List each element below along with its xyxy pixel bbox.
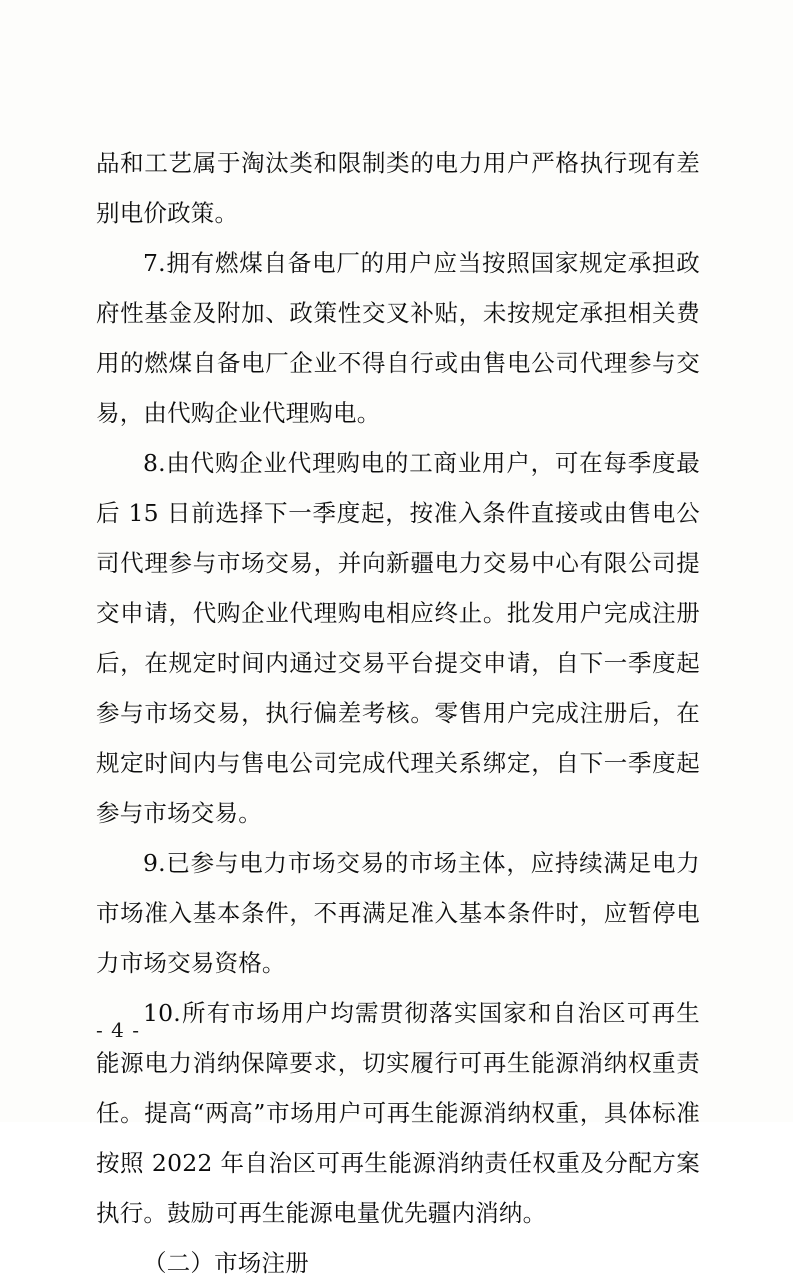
paragraph-item-10: 10.所有市场用户均需贯彻落实国家和自治区可再生能源电力消纳保障要求，切实履行可再生能源消纳权重责任。提高“两高”市场用户可再生能源消纳权重，具体标准按照 2022 年自治区可再生能源消纳责任权重及分配方案执行。鼓励可再生能源电量优先疆内消纳。 [96, 999, 700, 1227]
page-number: - 4 - [96, 1018, 140, 1042]
section-heading-market-registration: （二）市场注册 [143, 1249, 309, 1277]
document-body [96, 138, 700, 1288]
paragraph-item-7: 7.拥有燃煤自备电厂的用户应当按照国家规定承担政府性基金及附加、政策性交叉补贴，未按规定承担相关费用的燃煤自备电厂企业不得自行或由售电公司代理参与交易，由代购企业代理购电。 [96, 249, 700, 427]
paragraph-continued: 品和工艺属于淘汰类和限制类的电力用户严格执行现有差别电价政策。 [96, 149, 700, 227]
paragraph-item-8: 8.由代购企业代理购电的工商业用户，可在每季度最后 15 日前选择下一季度起，按准入条件直接或由售电公司代理参与市场交易，并向新疆电力交易中心有限公司提交申请，代购企业代理购电相应终止。批发用户完成注册后，在规定时间内通过交易平台提交申请，自下一季度起参与市场交易，执行偏差考核。零售用户完成注册后，在规定时间内与售电公司完成代理关系绑定，自下一季度起参与市场交易。 [96, 449, 700, 827]
paragraph-item-9: 9.已参与电力市场交易的市场主体，应持续满足电力市场准入基本条件，不再满足准入基本条件时，应暂停电力市场交易资格。 [96, 849, 700, 977]
